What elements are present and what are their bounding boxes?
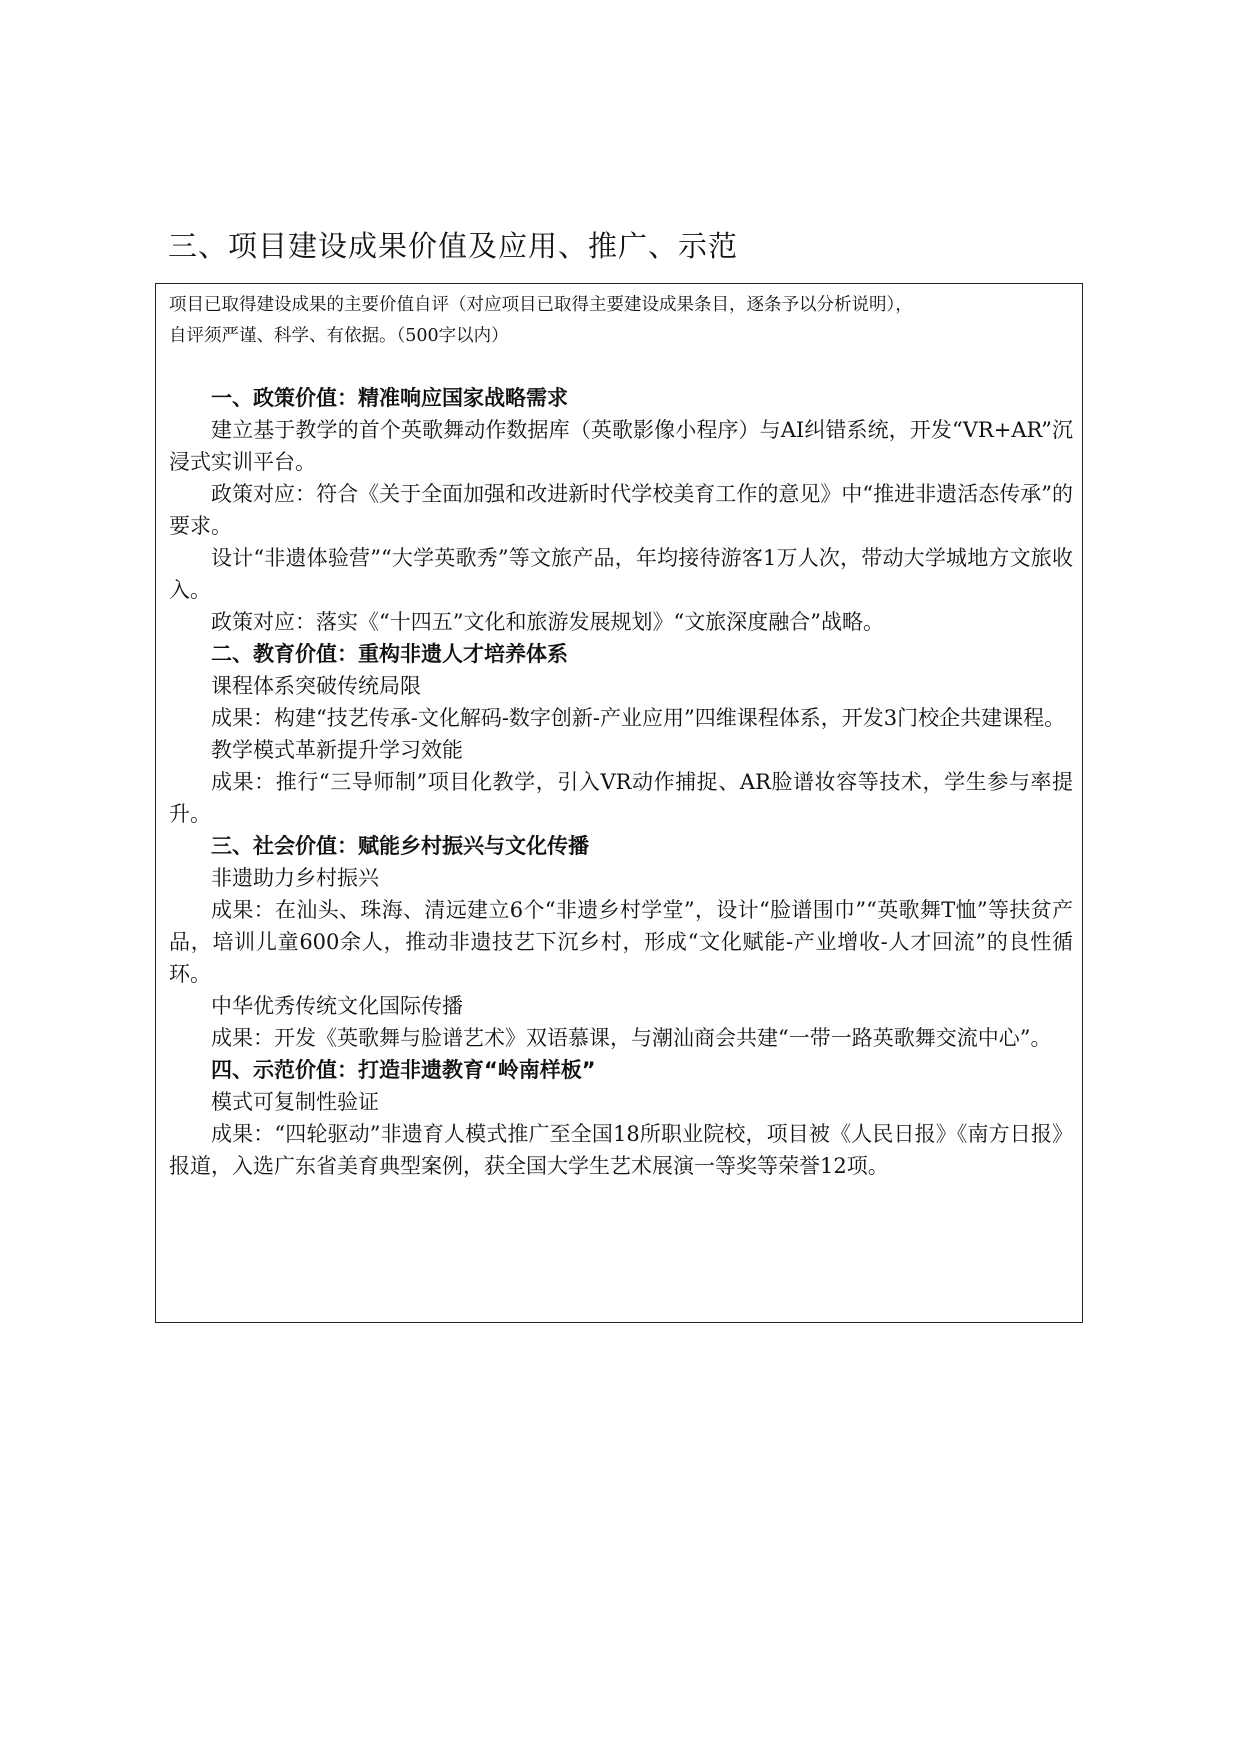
policy-paragraph-4: 政策对应：落实《“十四五”文化和旅游发展规划》“文旅深度融合”战略。	[211, 610, 884, 634]
social-paragraph-1: 成果：在汕头、珠海、清远建立6个“非遗乡村学堂”，设计“脸谱围巾”“英歌舞T恤”等扶贫产品，培训儿童600余人，推动非遗技艺下沉乡村，形成“文化赋能-产业增收-人才回流”的良性循环。	[169, 898, 1073, 986]
education-subheading-2: 教学模式革新提升学习效能	[211, 738, 463, 762]
policy-heading: 一、政策价值：精准响应国家战略需求	[211, 386, 568, 410]
demo-subheading-1: 模式可复制性验证	[211, 1090, 379, 1114]
policy-paragraph-2: 政策对应：符合《关于全面加强和改进新时代学校美育工作的意见》中“推进非遗活态传承”的要求。	[169, 482, 1073, 538]
self-evaluation-text	[169, 382, 1073, 1182]
demo-paragraph-1: 成果：“四轮驱动”非遗育人模式推广至全国18所职业院校，项目被《人民日报》《南方日报》报道，入选广东省美育典型案例，获全国大学生艺术展演一等奖等荣誉12项。	[169, 1122, 1073, 1178]
education-paragraph-1: 成果：构建“技艺传承-文化解码-数字创新-产业应用”四维课程体系，开发3门校企共建课程。	[211, 706, 1066, 730]
education-heading: 二、教育价值：重构非遗人才培养体系	[211, 642, 568, 666]
instructions	[169, 290, 1074, 352]
social-subheading-1: 非遗助力乡村振兴	[211, 866, 379, 890]
policy-paragraph-3: 设计“非遗体验营”“大学英歌秀”等文旅产品，年均接待游客1万人次，带动大学城地方文旅收入。	[169, 546, 1073, 602]
social-paragraph-2: 成果：开发《英歌舞与脸谱艺术》双语慕课，与潮汕商会共建“一带一路英歌舞交流中心”。	[211, 1026, 1052, 1050]
education-subheading-1: 课程体系突破传统局限	[211, 674, 421, 698]
section-title: 三、项目建设成果价值及应用、推广、示范	[168, 229, 739, 263]
instructions-line-2: 自评须严谨、科学、有依据。（500字以内）	[169, 326, 509, 346]
demo-heading: 四、示范价值：打造非遗教育“岭南样板”	[211, 1058, 596, 1082]
instructions-line-1: 项目已取得建设成果的主要价值自评（对应项目已取得主要建设成果条目，逐条予以分析说明），	[169, 295, 913, 315]
education-paragraph-2: 成果：推行“三导师制”项目化教学，引入VR动作捕捉、AR脸谱妆容等技术，学生参与率提升。	[169, 770, 1073, 826]
social-heading: 三、社会价值：赋能乡村振兴与文化传播	[211, 834, 589, 858]
content-box	[155, 283, 1083, 1323]
social-subheading-2: 中华优秀传统文化国际传播	[211, 994, 463, 1018]
policy-paragraph-1: 建立基于教学的首个英歌舞动作数据库（英歌影像小程序）与AI纠错系统，开发“VR+AR”沉浸式实训平台。	[169, 418, 1073, 474]
